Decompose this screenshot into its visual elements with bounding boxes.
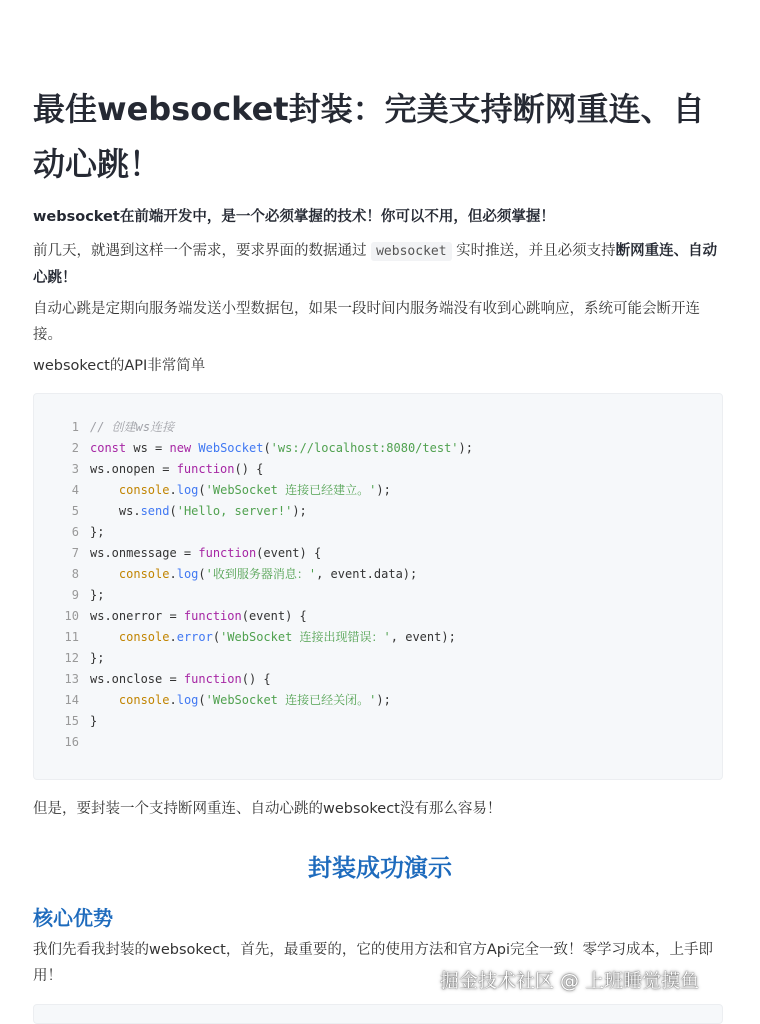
heartbeat-paragraph: 自动心跳是定期向服务端发送小型数据包，如果一段时间内服务端没有收到心跳响应，系统可能会断开连接。 (33, 301, 700, 343)
line-number: 4 (71, 483, 79, 497)
code-line: 7 ws.onmessage = function(event) { (34, 543, 321, 564)
code-block-partial (33, 1004, 723, 1024)
watermark: 掘金技术社区 @ 上班睡觉摸鱼 (440, 970, 700, 992)
code-block (33, 393, 723, 780)
line-number: 3 (71, 462, 79, 476)
line-number: 16 (64, 735, 79, 749)
code-line: 13 ws.onclose = function() { (34, 669, 271, 690)
code-line: 4 console.log('WebSocket 连接已经建立。'); (34, 480, 391, 501)
code-comment: // 创建ws连接 (90, 420, 175, 434)
code-line: 11 console.error('WebSocket 连接出现错误：', event); (34, 627, 456, 648)
code-line (34, 417, 174, 438)
line-number: 12 (64, 651, 79, 665)
intro-bold-text: websocket在前端开发中，是一个必须掌握的技术！你可以不用，但必须掌握！ (33, 209, 555, 225)
intro-paragraph (33, 204, 723, 230)
line-number: 6 (71, 525, 79, 539)
article-title: 最佳websocket封装：完美支持断网重连、自动心跳！ (33, 90, 705, 183)
line-number: 9 (71, 588, 79, 602)
code-line: 12 }; (34, 648, 104, 669)
line-number: 8 (71, 567, 79, 581)
line-number: 7 (71, 546, 79, 560)
difficulty-paragraph: 但是，要封装一个支持断网重连、自动心跳的websokect没有那么容易！ (33, 801, 502, 817)
requirement-text-2: 实时推送，并且必须支持 (456, 243, 616, 259)
inline-code-websocket: websocket (371, 242, 451, 261)
line-number: 15 (64, 714, 79, 728)
line-number: 13 (64, 672, 79, 686)
code-line: 15 } (34, 711, 97, 732)
advantages-paragraph: 我们先看我封装的websokect，首先，最重要的，它的使用方法和官方Api完全一致！零学习成本，上手即用！ (33, 942, 714, 984)
line-number: 11 (64, 630, 79, 644)
section-heading-demo: 封装成功演示 (308, 854, 452, 882)
code-line: 10 ws.onerror = function(event) { (34, 606, 307, 627)
line-number: 1 (71, 420, 79, 434)
code-line (34, 732, 90, 753)
code-line: 2 const ws = new WebSocket('ws://localhost:8080/test'); (34, 438, 473, 459)
subsection-heading-advantages: 核心优势 (33, 906, 113, 930)
code-line: 14 console.log('WebSocket 连接已经关闭。'); (34, 690, 391, 711)
code-line: 8 console.log('收到服务器消息：', event.data); (34, 564, 417, 585)
code-line: 5 ws.send('Hello, server!'); (34, 501, 307, 522)
code-line: 9 }; (34, 585, 104, 606)
requirement-paragraph (33, 238, 723, 291)
code-line: 6 }; (34, 522, 104, 543)
line-number: 2 (71, 441, 79, 455)
line-number: 14 (64, 693, 79, 707)
requirement-text-1: 前几天，就遇到这样一个需求，要求界面的数据通过 (33, 243, 367, 259)
code-line: 3 ws.onopen = function() { (34, 459, 263, 480)
line-number: 10 (64, 609, 79, 623)
requirement-bold: 断网重连、自动心跳！ (33, 243, 718, 286)
line-number: 5 (71, 504, 79, 518)
api-paragraph: websokect的API非常简单 (33, 358, 206, 374)
